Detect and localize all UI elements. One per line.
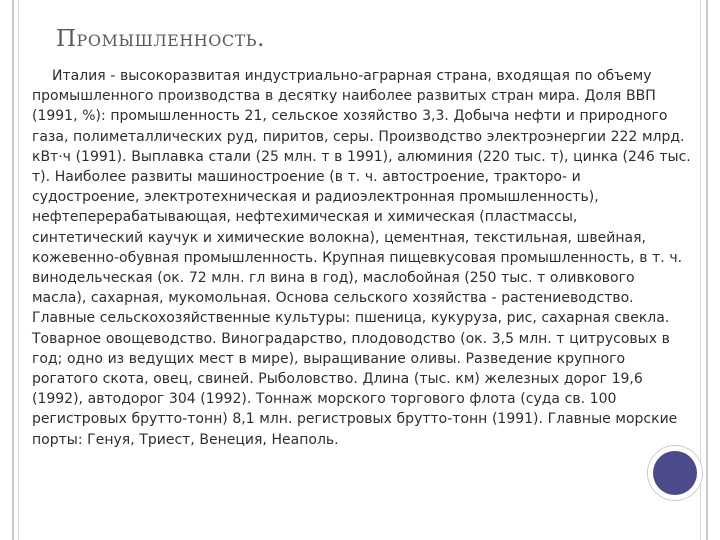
slide-title: Промышленность. <box>56 26 265 52</box>
left-margin-rule <box>12 0 14 540</box>
right-margin-rule <box>706 0 708 540</box>
decorative-circle-fill <box>653 451 697 495</box>
decorative-circle <box>648 446 702 500</box>
slide-body-text: Италия - высокоразвитая индустриально-аграрная страна, входящая по объему промышленного производства в десятку наиболее развитых стран мира. Доля ВВП (1991, %): промышленность 21, сельское хозяйство 3,3. Добыча нефти и природного газа, полиметаллических руд, пиритов, серы. Производство электроэнергии 222 млрд. кВт·ч (1991). Выплавка стали (25 млн. т в 1991), алюминия (220 тыс. т), цинка (246 тыс. т). Наиболее развиты машиностроение (в т. ч. автостроение, тракторо- и судостроение, электротехническая и радиоэлектронная промышленность), нефтеперерабатывающая, нефтехимическая и химическая (пластмассы, синтетический каучук и химические волокна), цементная, текстильная, швейная, кожевенно-обувная промышленность. Крупная пищевкусовая промышленность, в т. ч. винодельческая (ок. 72 млн. гл вина в год), маслобойная (250 тыс. т оливкового масла), сахарная, мукомольная. Основа сельского хозяйства - растениеводство. Главные сельскохозяйственные культуры: пшеница, кукуруза, рис, сахарная свекла. Товарное овощеводство. Виноградарство, плодоводство (ок. 3,5 млн. т цитрусовых в год; одно из ведущих мест в мире), выращивание оливы. Разведение крупного рогатого скота, овец, свиней. Рыболовство. Длина (тыс. км) железных дорог 19,6 (1992), автодорог 304 (1992). Тоннаж морского торгового флота (суда св. 100 регистровых брутто-тонн) 8,1 млн. регистровых брутто-тонн (1991). Главные морские порты: Генуя, Триест, Венеция, Неаполь. <box>32 68 691 448</box>
right-margin-rule-inner <box>700 0 701 540</box>
left-margin-rule-inner <box>18 0 19 540</box>
